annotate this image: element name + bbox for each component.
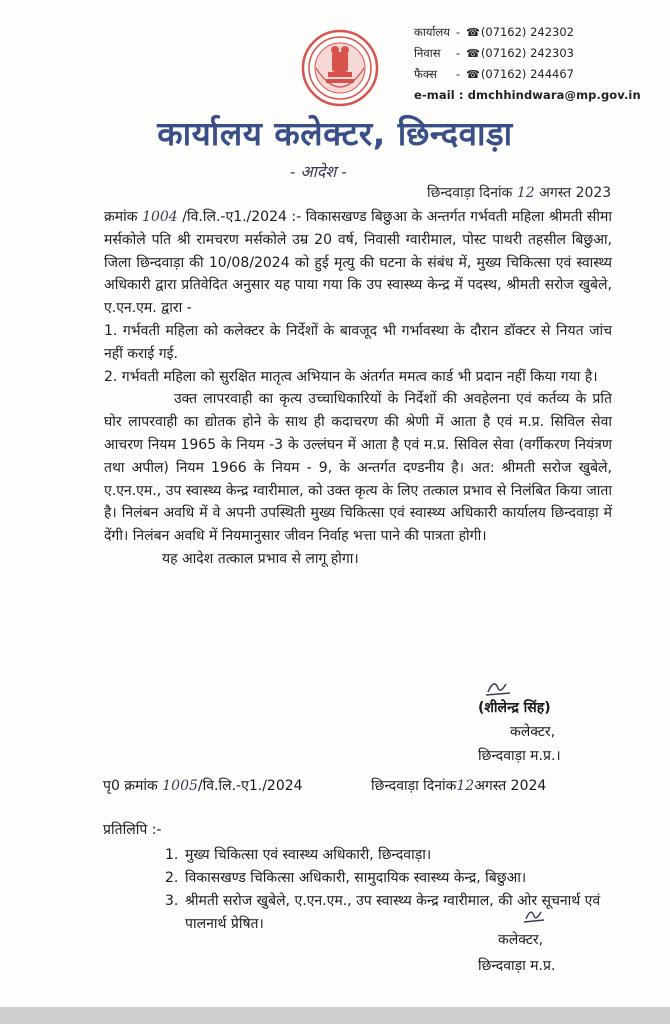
scan-bottom-band [0, 1007, 670, 1024]
contact-label: कार्यालय [414, 25, 450, 39]
contact-fax: फैक्स - ☎ (07162) 244467 [414, 64, 641, 85]
list-item [165, 867, 605, 890]
endorse-date-prefix: छिन्दवाड़ा दिनांक [371, 778, 457, 794]
ref-handwritten-number: 1004 [142, 209, 178, 225]
copy-label: प्रतिलिपि :- [103, 822, 162, 838]
list-text: मुख्य चिकित्सा एवं स्वास्थ्य अधिकारी, छिन्दवाड़ा। [185, 847, 432, 863]
signatory-name: (शीलेन्द्र सिंह) [478, 700, 551, 716]
signatory-designation: कलेक्टर, [498, 932, 544, 948]
endorse-ref-prefix: पृ0 क्रमांक [103, 778, 158, 794]
phone-number: ☎ (07162) 242303 [466, 43, 574, 64]
state-emblem-seal [301, 26, 379, 110]
office-title: कार्यालय कलेक्टर, छिन्दवाड़ा [157, 114, 513, 153]
ref-prefix: क्रमांक [104, 209, 138, 225]
order-body [104, 206, 612, 571]
order-title: - आदेश - [290, 162, 347, 181]
signature-mark [520, 905, 550, 925]
signatory-place: छिन्दवाड़ा म.प्र.। [478, 748, 561, 764]
list-number: 2. [165, 870, 179, 886]
contact-residence: निवास - ☎ (07162) 242303 [414, 43, 641, 64]
list-item [165, 844, 605, 867]
point-2: 2. गर्भवती महिला को सुरक्षित मातृत्व अभियान के अंतर्गत ममत्व कार्ड भी प्रदान नहीं किया गया है। [104, 368, 598, 385]
endorse-date-suffix: अगस्त 2024 [474, 778, 547, 794]
endorse-date [371, 776, 546, 795]
phone-number: ☎ (07162) 242302 [466, 22, 574, 43]
contact-label: फैक्स [414, 67, 437, 81]
list-number: 3. [165, 893, 179, 909]
date-handwritten: 12 [516, 185, 535, 201]
ref-text: /वि.लि.-ए1./2024 :- विकासखण्ड बिछुआ के अन्तर्गत गर्भवती महिला श्रीमती सीमा मर्सकोले पति श्री रामचरण मर्सकोले उम्र 20 वर्ष, निवासी ग्वारीमाल, पोस्ट पाथरी तहसील बिछुआ, जिला छिन्दवाड़ा की 10/08/2024 को हुई मृत्यु की घटना के संबंध में, मुख्य चिकित्सा एवं स्वास्थ्य अधिकारी द्वारा प्रतिवेदित अनुसार यह पाया गया कि उप स्वास्थ्य केन्द्र में पदस्थ, श्रीमती सरोज खुबेले, ए.एन.एम. द्वारा - [104, 209, 612, 317]
contact-label: निवास [414, 46, 441, 60]
reference-paragraph [104, 206, 612, 320]
endorse-date-handwritten: 12 [456, 778, 475, 794]
phone-number: ☎ (07162) 244467 [466, 64, 574, 85]
endorse-ref-suffix: /वि.लि.-ए1./2024 [197, 778, 303, 794]
date-prefix: छिन्दवाड़ा दिनांक [427, 185, 513, 201]
list-number: 1. [165, 847, 179, 863]
endorsement-line [103, 776, 613, 795]
endorse-ref-handwritten: 1005 [162, 778, 198, 794]
list-text: श्रीमती सरोज खुबेले, ए.एन.एम., उप स्वास्थ्य केन्द्र ग्वारीमाल, की ओर सूचनार्थ एवं पालनार्थ प्रेषित। [185, 893, 601, 932]
list-text: विकासखण्ड चिकित्सा अधिकारी, सामुदायिक स्वास्थ्य केन्द्र, बिछुआ। [185, 870, 527, 886]
signature-mark [480, 676, 520, 698]
contact-office: कार्यालय - ☎ (07162) 242302 [414, 22, 641, 43]
signatory-place: छिन्दवाड़ा म.प्र. [478, 958, 556, 974]
order-date [427, 183, 611, 202]
effective-line: यह आदेश तत्काल प्रभाव से लागू होगा। [162, 550, 359, 567]
point-1: 1. गर्भवती महिला को कलेक्टर के निर्देशों के बावजूद भी गर्भावस्था के दौरान डॉक्टर से नियत जांच नहीं कराई गई. [104, 322, 612, 362]
signatory-designation: कलेक्टर, [510, 724, 556, 740]
main-paragraph: उक्त लापरवाही का कृत्य उच्चाधिकारियों के निर्देशों की अवहेलना एवं कर्तव्य के प्रति घोर लापरवाही का द्योतक होने के साथ ही कदाचरण की श्रेणी में आता है एवं म.प्र. सिविल सेवा आचरण नियम 1965 के नियम -3 के उल्लंघन में आता है एवं म.प्र. सिविल सेवा (वर्गीकरण नियंत्रण तथा अपील) नियम 1966 के नियम - 9, के अन्तर्गत दण्डनीय है। अत: श्रीमती सरोज खुबेले, ए.एन.एम., उप स्वास्थ्य केन्द्र ग्वारीमाल, को उक्त कृत्य के लिए तत्काल प्रभाव से निलंबित किया जाता है। निलंबन अवधि में वे अपनी उपस्थिती मुख्य चिकित्सा एवं स्वास्थ्य अधिकारी कार्यालय छिन्दवाड़ा में देंगी। निलंबन अवधि में नियमानुसार जीवन निर्वाह भत्ता पाने की पात्रता होगी। [104, 391, 612, 545]
contact-block [414, 22, 641, 106]
email-address: e-mail : dmchhindwara@mp.gov.in [414, 88, 641, 102]
date-suffix: अगस्त 2023 [539, 185, 612, 201]
